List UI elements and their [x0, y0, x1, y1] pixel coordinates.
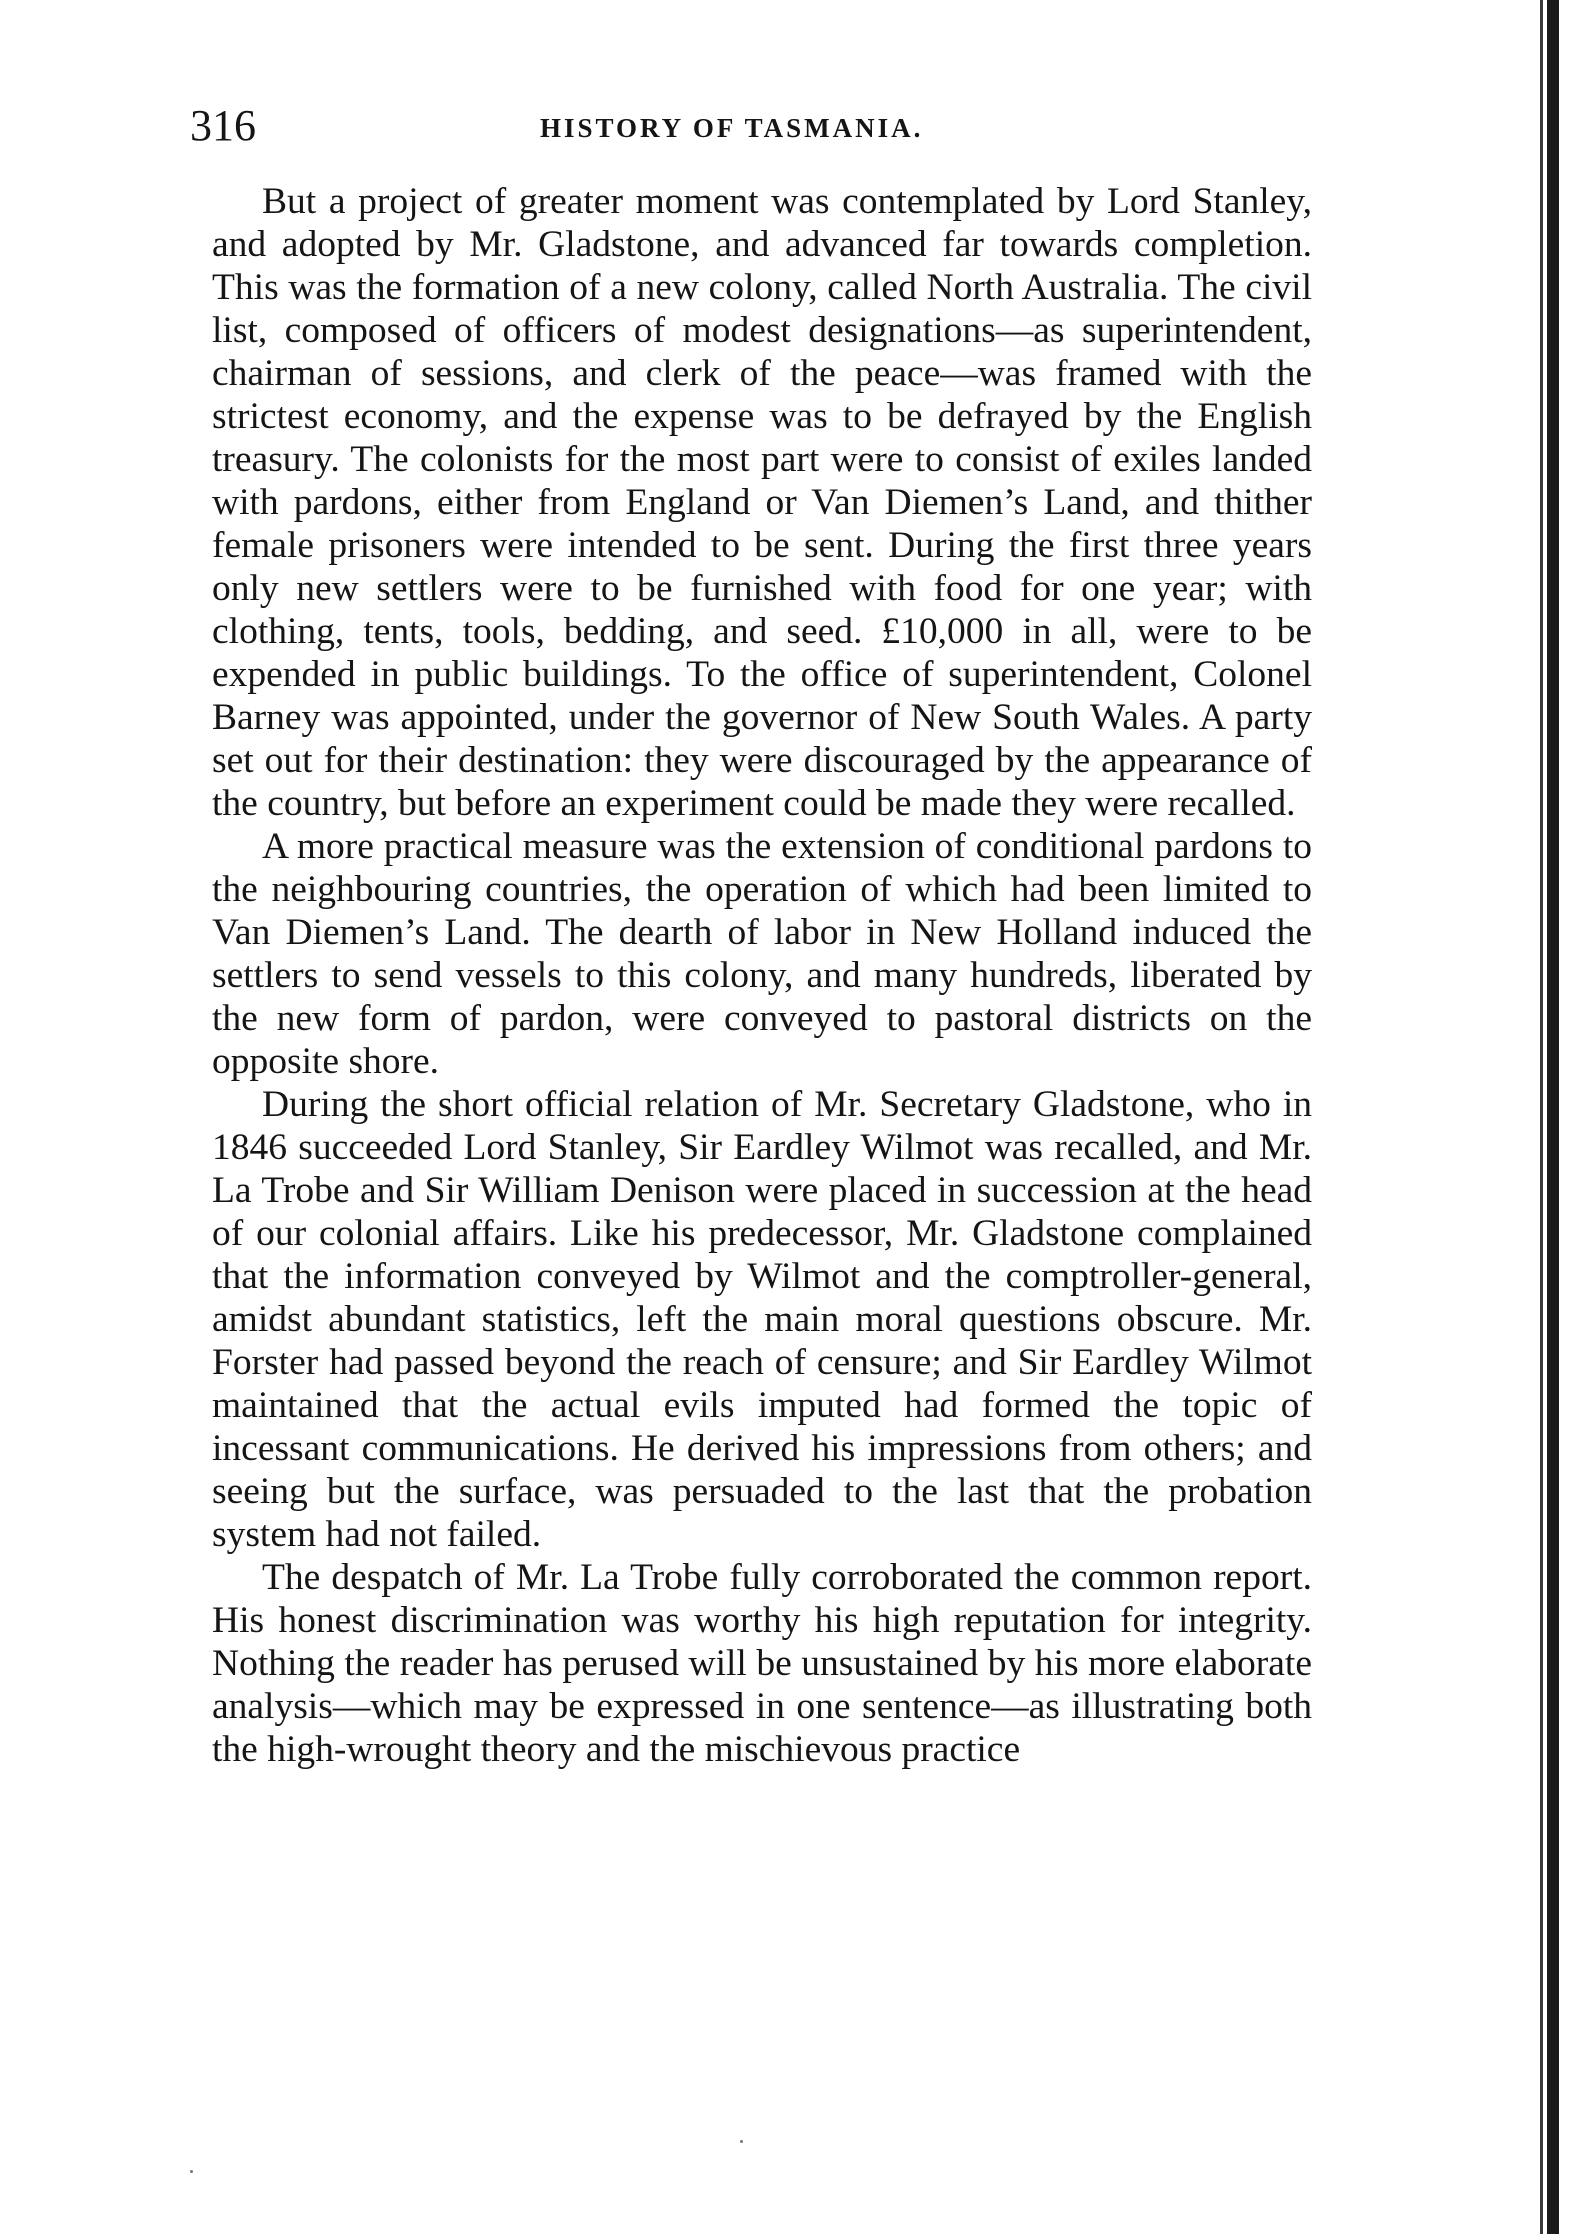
paragraph: A more practical measure was the extension of conditional pardons to the neighbouring countries, the operation of which had been limited to Van Diemen’s Land. The dearth of labor in New Holland induced the settlers to send vessels to this colony, and many hundreds, liberated by the new form of pardon, were conveyed to pastoral districts on the opposite shore.	[212, 826, 1312, 1082]
body-text	[212, 180, 1312, 1771]
running-title: HISTORY OF TASMANIA.	[540, 113, 924, 143]
page-edge-line	[1540, 0, 1543, 2234]
print-speck	[740, 2140, 743, 2143]
print-speck	[190, 2170, 193, 2173]
page-number: 316	[190, 101, 256, 150]
paragraph: But a project of greater moment was contemplated by Lord Stanley, and adopted by Mr. Gladstone, and advanced far towards completion. This was the formation of a new colony, called North Australia. The civil list, composed of officers of modest designations—as superintendent, chairman of sessions, and clerk of the peace—was framed with the strictest economy, and the expense was to be defrayed by the English treasury. The colonists for the most part were to consist of exiles landed with pardons, either from England or Van Diemen’s Land, and thither female prisoners were intended to be sent. During the first three years only new settlers were to be furnished with food for one year; with clothing, tents, tools, bedding, and seed. £10,000 in all, were to be expended in public buildings. To the office of superintendent, Colonel Barney was appointed, under the governor of New South Wales. A party set out for their destination: they were discouraged by the appearance of the country, but before an experiment could be made they were recalled.	[212, 181, 1312, 824]
running-head	[190, 96, 1320, 156]
page-edge-shadow	[1547, 0, 1559, 2234]
paragraph: During the short official relation of Mr. Secretary Gladstone, who in 1846 succeeded Lord Stanley, Sir Eardley Wilmot was recalled, and Mr. La Trobe and Sir William Denison were placed in succession at the head of our colonial affairs. Like his predecessor, Mr. Gladstone complained that the information conveyed by Wilmot and the comptroller-general, amidst abundant statistics, left the main moral questions obscure. Mr. Forster had passed beyond the reach of censure; and Sir Eardley Wilmot maintained that the actual evils imputed had formed the topic of incessant communications. He derived his impressions from others; and seeing but the surface, was persuaded to the last that the probation system had not failed.	[212, 1084, 1312, 1555]
paragraph: The despatch of Mr. La Trobe fully corroborated the common report. His honest discrimination was worthy his high reputation for integrity. Nothing the reader has perused will be unsustained by his more elaborate analysis—which may be expressed in one sentence—as illustrating both the high-wrought theory and the mischievous practice	[212, 1557, 1312, 1770]
